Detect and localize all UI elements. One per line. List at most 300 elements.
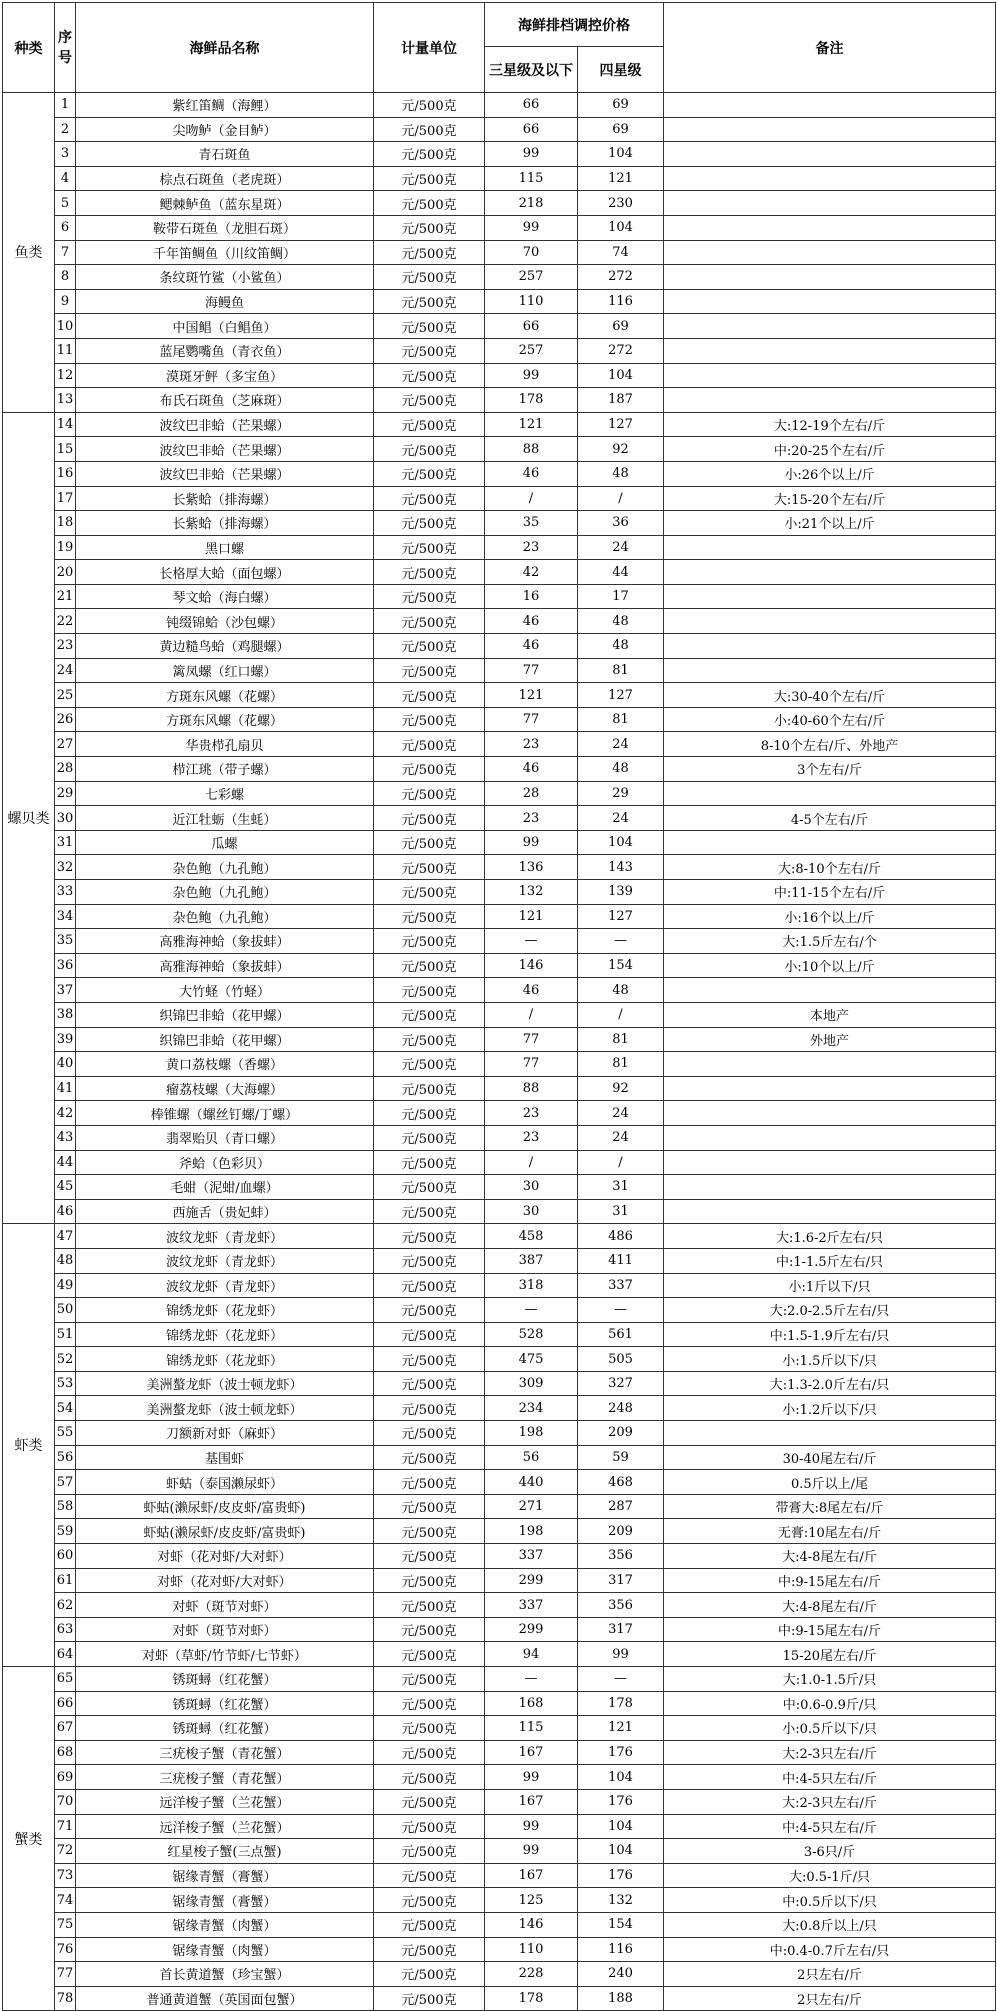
unit-cell: 元/500克	[374, 486, 485, 511]
name-cell: 毛蚶（泥蚶/血螺）	[76, 1175, 374, 1200]
seq-cell: 75	[55, 1912, 76, 1937]
price-tier3-cell: 121	[485, 683, 578, 708]
price-tier3-cell: 115	[485, 166, 578, 191]
table-row	[3, 1863, 996, 1888]
name-cell: 三疣梭子蟹（青花蟹）	[76, 1740, 374, 1765]
price-tier4-cell: /	[578, 486, 664, 511]
note-cell	[664, 609, 996, 634]
table-row	[3, 388, 996, 413]
note-cell: 小:0.5斤以下/只	[664, 1716, 996, 1741]
table-row	[3, 978, 996, 1003]
name-cell: 大竹蛏（竹蛏）	[76, 978, 374, 1003]
price-tier3-cell: 440	[485, 1470, 578, 1495]
table-row	[3, 191, 996, 216]
seq-cell: 43	[55, 1125, 76, 1150]
name-cell: 棒锥螺（螺丝钉螺/丁螺）	[76, 1101, 374, 1126]
note-cell: 中:0.6-0.9斤/只	[664, 1691, 996, 1716]
table-row	[3, 1568, 996, 1593]
table-row	[3, 781, 996, 806]
note-cell: 大:2-3只左右/斤	[664, 1740, 996, 1765]
name-cell: 锦绣龙虾（花龙虾）	[76, 1298, 374, 1323]
name-cell: 美洲螯龙虾（波士顿龙虾）	[76, 1396, 374, 1421]
note-cell: 中:4-5只左右/斤	[664, 1765, 996, 1790]
name-cell: 杂色鲍（九孔鲍）	[76, 904, 374, 929]
price-tier4-cell: 178	[578, 1691, 664, 1716]
price-tier4-cell: 48	[578, 461, 664, 486]
price-tier3-cell: 458	[485, 1224, 578, 1249]
table-row	[3, 929, 996, 954]
seq-cell: 23	[55, 634, 76, 659]
table-row	[3, 1076, 996, 1101]
table-row	[3, 1667, 996, 1692]
price-tier4-cell: 48	[578, 634, 664, 659]
seq-cell: 17	[55, 486, 76, 511]
price-tier3-cell: 299	[485, 1617, 578, 1642]
name-cell: 对虾（草虾/竹节虾/七节虾）	[76, 1642, 374, 1667]
seq-cell: 10	[55, 314, 76, 339]
note-cell	[664, 289, 996, 314]
name-cell: 虾蛄(濑尿虾/皮皮虾/富贵虾)	[76, 1519, 374, 1544]
name-cell: 布氏石斑鱼（芝麻斑）	[76, 388, 374, 413]
seq-cell: 26	[55, 707, 76, 732]
price-tier4-cell: —	[578, 929, 664, 954]
price-tier4-cell: 121	[578, 1716, 664, 1741]
table-row	[3, 1298, 996, 1323]
unit-cell: 元/500克	[374, 1273, 485, 1298]
name-cell: 鞍带石斑鱼（龙胆石斑）	[76, 215, 374, 240]
unit-cell: 元/500克	[374, 806, 485, 831]
unit-cell: 元/500克	[374, 1076, 485, 1101]
price-tier3-cell: 23	[485, 732, 578, 757]
price-tier4-cell: 116	[578, 1937, 664, 1962]
category-cell: 蟹类	[3, 1667, 55, 2011]
price-tier4-cell: 248	[578, 1396, 664, 1421]
table-row	[3, 314, 996, 339]
unit-cell: 元/500克	[374, 1150, 485, 1175]
name-cell: 西施舌（贵妃蚌）	[76, 1199, 374, 1224]
unit-cell: 元/500克	[374, 142, 485, 167]
note-cell: 小:21个以上/斤	[664, 511, 996, 536]
table-row	[3, 363, 996, 388]
note-cell: 2只左右/斤	[664, 1986, 996, 2011]
seq-cell: 1	[55, 93, 76, 118]
price-tier3-cell: 16	[485, 584, 578, 609]
unit-cell: 元/500克	[374, 584, 485, 609]
unit-cell: 元/500克	[374, 1667, 485, 1692]
table-row	[3, 1421, 996, 1446]
unit-cell: 元/500克	[374, 904, 485, 929]
price-tier4-cell: 81	[578, 1027, 664, 1052]
price-tier3-cell: 70	[485, 240, 578, 265]
unit-cell: 元/500克	[374, 855, 485, 880]
note-cell: 中:4-5只左右/斤	[664, 1814, 996, 1839]
seq-cell: 32	[55, 855, 76, 880]
table-row	[3, 1740, 996, 1765]
unit-cell: 元/500克	[374, 1101, 485, 1126]
note-cell: 无膏:10尾左右/斤	[664, 1519, 996, 1544]
unit-cell: 元/500克	[374, 1175, 485, 1200]
price-tier4-cell: 139	[578, 880, 664, 905]
price-tier3-cell: 56	[485, 1445, 578, 1470]
price-tier3-cell: 110	[485, 289, 578, 314]
seq-cell: 50	[55, 1298, 76, 1323]
note-cell	[664, 535, 996, 560]
price-tier3-cell: 132	[485, 880, 578, 905]
unit-cell: 元/500克	[374, 1347, 485, 1372]
category-cell: 鱼类	[3, 93, 55, 413]
unit-cell: 元/500克	[374, 289, 485, 314]
note-cell	[664, 1052, 996, 1077]
table-row	[3, 1912, 996, 1937]
price-tier4-cell: 337	[578, 1273, 664, 1298]
price-tier3-cell: 42	[485, 560, 578, 585]
seq-cell: 7	[55, 240, 76, 265]
note-cell	[664, 1101, 996, 1126]
seq-cell: 35	[55, 929, 76, 954]
unit-cell: 元/500克	[374, 388, 485, 413]
name-cell: 棕点石斑鱼（老虎斑）	[76, 166, 374, 191]
price-tier3-cell: 198	[485, 1519, 578, 1544]
seq-cell: 59	[55, 1519, 76, 1544]
price-tier3-cell: 66	[485, 117, 578, 142]
note-cell: 大:4-8尾左右/斤	[664, 1544, 996, 1569]
name-cell: 锯缘青蟹（肉蟹）	[76, 1912, 374, 1937]
price-tier4-cell: 44	[578, 560, 664, 585]
unit-cell: 元/500克	[374, 363, 485, 388]
price-tier3-cell: 125	[485, 1888, 578, 1913]
table-row	[3, 584, 996, 609]
price-tier4-cell: 69	[578, 314, 664, 339]
name-cell: 鳃棘鲈鱼（蓝东星斑）	[76, 191, 374, 216]
price-tier3-cell: 178	[485, 1986, 578, 2011]
table-row	[3, 1888, 996, 1913]
note-cell	[664, 166, 996, 191]
seq-cell: 68	[55, 1740, 76, 1765]
note-cell: 大:2-3只左右/斤	[664, 1789, 996, 1814]
table-row	[3, 1593, 996, 1618]
price-tier4-cell: 69	[578, 117, 664, 142]
name-cell: 刀额新对虾（麻虾）	[76, 1421, 374, 1446]
unit-cell: 元/500克	[374, 1322, 485, 1347]
name-cell: 杂色鲍（九孔鲍）	[76, 855, 374, 880]
unit-cell: 元/500克	[374, 265, 485, 290]
seq-cell: 18	[55, 511, 76, 536]
table-row	[3, 1617, 996, 1642]
price-tier4-cell: 24	[578, 806, 664, 831]
table-row	[3, 117, 996, 142]
unit-cell: 元/500克	[374, 1962, 485, 1987]
price-tier3-cell: 121	[485, 904, 578, 929]
price-tier3-cell: 35	[485, 511, 578, 536]
table-row	[3, 1839, 996, 1864]
price-tier4-cell: 317	[578, 1568, 664, 1593]
seq-cell: 27	[55, 732, 76, 757]
name-cell: 对虾（斑节对虾）	[76, 1617, 374, 1642]
name-cell: 虾蛄(濑尿虾/皮皮虾/富贵虾)	[76, 1494, 374, 1519]
table-row	[3, 1125, 996, 1150]
unit-cell: 元/500克	[374, 1494, 485, 1519]
name-cell: 锈斑蟳（红花蟹）	[76, 1691, 374, 1716]
price-tier3-cell: 146	[485, 953, 578, 978]
table-row	[3, 953, 996, 978]
seq-cell: 46	[55, 1199, 76, 1224]
price-tier3-cell: 387	[485, 1248, 578, 1273]
price-tier3-cell: 46	[485, 461, 578, 486]
unit-cell: 元/500克	[374, 117, 485, 142]
name-cell: 翡翠贻贝（青口螺）	[76, 1125, 374, 1150]
unit-cell: 元/500克	[374, 830, 485, 855]
note-cell	[664, 1125, 996, 1150]
name-cell: 织锦巴非蛤（花甲螺）	[76, 1027, 374, 1052]
unit-cell: 元/500克	[374, 609, 485, 634]
price-tier3-cell: 475	[485, 1347, 578, 1372]
price-tier3-cell: 99	[485, 830, 578, 855]
note-cell	[664, 560, 996, 585]
table-row	[3, 1789, 996, 1814]
seq-cell: 21	[55, 584, 76, 609]
unit-cell: 元/500克	[374, 1027, 485, 1052]
unit-cell: 元/500克	[374, 191, 485, 216]
price-tier3-cell: 46	[485, 609, 578, 634]
unit-cell: 元/500克	[374, 338, 485, 363]
category-cell: 虾类	[3, 1224, 55, 1667]
price-tier3-cell: 337	[485, 1544, 578, 1569]
table-row	[3, 1273, 996, 1298]
note-cell	[664, 634, 996, 659]
table-row	[3, 240, 996, 265]
price-tier4-cell: 327	[578, 1371, 664, 1396]
unit-cell: 元/500克	[374, 1224, 485, 1249]
seq-cell: 25	[55, 683, 76, 708]
price-tier3-cell: —	[485, 929, 578, 954]
price-tier3-cell: 23	[485, 1125, 578, 1150]
name-cell: 琴文蛤（海白螺）	[76, 584, 374, 609]
seq-cell: 45	[55, 1175, 76, 1200]
unit-cell: 元/500克	[374, 1642, 485, 1667]
note-cell	[664, 1150, 996, 1175]
table-row	[3, 1986, 996, 2011]
table-row	[3, 855, 996, 880]
table-row	[3, 1470, 996, 1495]
table-row	[3, 1052, 996, 1077]
note-cell	[664, 781, 996, 806]
table-row	[3, 437, 996, 462]
table-row	[3, 757, 996, 782]
note-cell	[664, 142, 996, 167]
table-row	[3, 412, 996, 437]
price-tier4-cell: 104	[578, 363, 664, 388]
seq-cell: 74	[55, 1888, 76, 1913]
table-row	[3, 1027, 996, 1052]
table-row	[3, 1691, 996, 1716]
price-tier3-cell: 99	[485, 1839, 578, 1864]
table-row	[3, 1396, 996, 1421]
note-cell	[664, 1076, 996, 1101]
seq-cell: 55	[55, 1421, 76, 1446]
seq-cell: 57	[55, 1470, 76, 1495]
price-tier3-cell: 99	[485, 215, 578, 240]
name-cell: 锈斑蟳（红花蟹）	[76, 1716, 374, 1741]
note-cell: 中:9-15尾左右/斤	[664, 1568, 996, 1593]
price-tier3-cell: /	[485, 486, 578, 511]
note-cell	[664, 978, 996, 1003]
price-tier4-cell: —	[578, 1667, 664, 1692]
note-cell: 4-5个左右/斤	[664, 806, 996, 831]
price-tier4-cell: 121	[578, 166, 664, 191]
name-cell: 篱凤螺（红口螺）	[76, 658, 374, 683]
name-cell: 尖吻鲈（金目鲈）	[76, 117, 374, 142]
price-tier3-cell: 23	[485, 535, 578, 560]
price-tier4-cell: 272	[578, 265, 664, 290]
note-cell: 30-40尾左右/斤	[664, 1445, 996, 1470]
table-row	[3, 683, 996, 708]
note-cell: 小:10个以上/斤	[664, 953, 996, 978]
table-row	[3, 535, 996, 560]
price-tier3-cell: 66	[485, 314, 578, 339]
name-cell: 红星梭子蟹(三点蟹)	[76, 1839, 374, 1864]
table-row	[3, 486, 996, 511]
name-cell: 条纹斑竹鲨（小鲨鱼）	[76, 265, 374, 290]
name-cell: 黄边糙鸟蛤（鸡腿螺）	[76, 634, 374, 659]
unit-cell: 元/500克	[374, 1765, 485, 1790]
price-tier4-cell: 127	[578, 904, 664, 929]
note-cell	[664, 338, 996, 363]
price-tier4-cell: 356	[578, 1593, 664, 1618]
header-name: 海鲜品名称	[76, 3, 374, 93]
price-tier3-cell: 136	[485, 855, 578, 880]
note-cell: 中:9-15尾左右/斤	[664, 1617, 996, 1642]
seq-cell: 12	[55, 363, 76, 388]
price-tier3-cell: 77	[485, 1052, 578, 1077]
note-cell	[664, 584, 996, 609]
unit-cell: 元/500克	[374, 1789, 485, 1814]
unit-cell: 元/500克	[374, 1912, 485, 1937]
seq-cell: 64	[55, 1642, 76, 1667]
price-tier3-cell: 309	[485, 1371, 578, 1396]
name-cell: 锈斑蟳（红花蟹）	[76, 1667, 374, 1692]
table-row	[3, 707, 996, 732]
seq-cell: 11	[55, 338, 76, 363]
seq-cell: 61	[55, 1568, 76, 1593]
note-cell: 大:12-19个左右/斤	[664, 412, 996, 437]
price-tier4-cell: 104	[578, 142, 664, 167]
price-tier3-cell: 121	[485, 412, 578, 437]
table-row	[3, 560, 996, 585]
price-tier4-cell: 176	[578, 1789, 664, 1814]
price-tier4-cell: 81	[578, 658, 664, 683]
price-tier4-cell: 209	[578, 1421, 664, 1446]
note-cell: 外地产	[664, 1027, 996, 1052]
note-cell: 大:4-8尾左右/斤	[664, 1593, 996, 1618]
seq-cell: 77	[55, 1962, 76, 1987]
name-cell: 紫红笛鲷（海鲤）	[76, 93, 374, 118]
unit-cell: 元/500克	[374, 215, 485, 240]
seq-cell: 53	[55, 1371, 76, 1396]
name-cell: 栉江珧（带子螺）	[76, 757, 374, 782]
unit-cell: 元/500克	[374, 560, 485, 585]
table-row	[3, 1175, 996, 1200]
note-cell: 小:40-60个左右/斤	[664, 707, 996, 732]
price-tier3-cell: 528	[485, 1322, 578, 1347]
seq-cell: 65	[55, 1667, 76, 1692]
price-tier3-cell: 228	[485, 1962, 578, 1987]
name-cell: 高雅海神蛤（象拔蚌）	[76, 929, 374, 954]
table-row	[3, 1544, 996, 1569]
price-tier4-cell: 24	[578, 535, 664, 560]
price-tier4-cell: 188	[578, 1986, 664, 2011]
price-tier4-cell: 104	[578, 1814, 664, 1839]
unit-cell: 元/500克	[374, 978, 485, 1003]
name-cell: 瘤荔枝螺（大海螺）	[76, 1076, 374, 1101]
table-row	[3, 1224, 996, 1249]
note-cell: 大:1.5斤左右/个	[664, 929, 996, 954]
price-tier4-cell: 24	[578, 1101, 664, 1126]
price-tier3-cell: —	[485, 1298, 578, 1323]
unit-cell: 元/500克	[374, 1445, 485, 1470]
seq-cell: 69	[55, 1765, 76, 1790]
price-tier4-cell: 561	[578, 1322, 664, 1347]
seq-cell: 16	[55, 461, 76, 486]
price-tier3-cell: 168	[485, 1691, 578, 1716]
header-tier4: 四星级	[578, 47, 664, 93]
price-tier3-cell: 178	[485, 388, 578, 413]
seq-cell: 22	[55, 609, 76, 634]
seq-cell: 8	[55, 265, 76, 290]
name-cell: 海鳗鱼	[76, 289, 374, 314]
note-cell: 小:1.2斤以下/只	[664, 1396, 996, 1421]
table-body	[3, 93, 996, 2011]
table-row	[3, 732, 996, 757]
price-tier4-cell: 17	[578, 584, 664, 609]
note-cell: 中:0.5斤以下/只	[664, 1888, 996, 1913]
price-tier3-cell: 88	[485, 1076, 578, 1101]
price-tier4-cell: 81	[578, 1052, 664, 1077]
name-cell: 锯缘青蟹（肉蟹）	[76, 1937, 374, 1962]
unit-cell: 元/500克	[374, 880, 485, 905]
name-cell: 首长黄道蟹（珍宝蟹）	[76, 1962, 374, 1987]
note-cell: 大:0.5-1斤/只	[664, 1863, 996, 1888]
note-cell	[664, 363, 996, 388]
price-tier4-cell: 127	[578, 683, 664, 708]
note-cell: 0.5斤以上/尾	[664, 1470, 996, 1495]
price-tier4-cell: 99	[578, 1642, 664, 1667]
name-cell: 斧蛤（色彩贝）	[76, 1150, 374, 1175]
unit-cell: 元/500克	[374, 1863, 485, 1888]
note-cell: 中:0.4-0.7斤左右/只	[664, 1937, 996, 1962]
note-cell: 大:2.0-2.5斤左右/只	[664, 1298, 996, 1323]
seq-cell: 58	[55, 1494, 76, 1519]
name-cell: 远洋梭子蟹（兰花蟹）	[76, 1789, 374, 1814]
price-tier3-cell: 88	[485, 437, 578, 462]
unit-cell: 元/500克	[374, 314, 485, 339]
table-row	[3, 1199, 996, 1224]
unit-cell: 元/500克	[374, 1199, 485, 1224]
table-row	[3, 830, 996, 855]
price-tier3-cell: 234	[485, 1396, 578, 1421]
price-tier3-cell: 46	[485, 634, 578, 659]
table-row	[3, 338, 996, 363]
seq-cell: 70	[55, 1789, 76, 1814]
unit-cell: 元/500克	[374, 511, 485, 536]
unit-cell: 元/500克	[374, 1691, 485, 1716]
seq-cell: 56	[55, 1445, 76, 1470]
note-cell	[664, 388, 996, 413]
table-row	[3, 1765, 996, 1790]
table-row	[3, 1937, 996, 1962]
name-cell: 高雅海神蛤（象拔蚌）	[76, 953, 374, 978]
seq-cell: 14	[55, 412, 76, 437]
unit-cell: 元/500克	[374, 634, 485, 659]
